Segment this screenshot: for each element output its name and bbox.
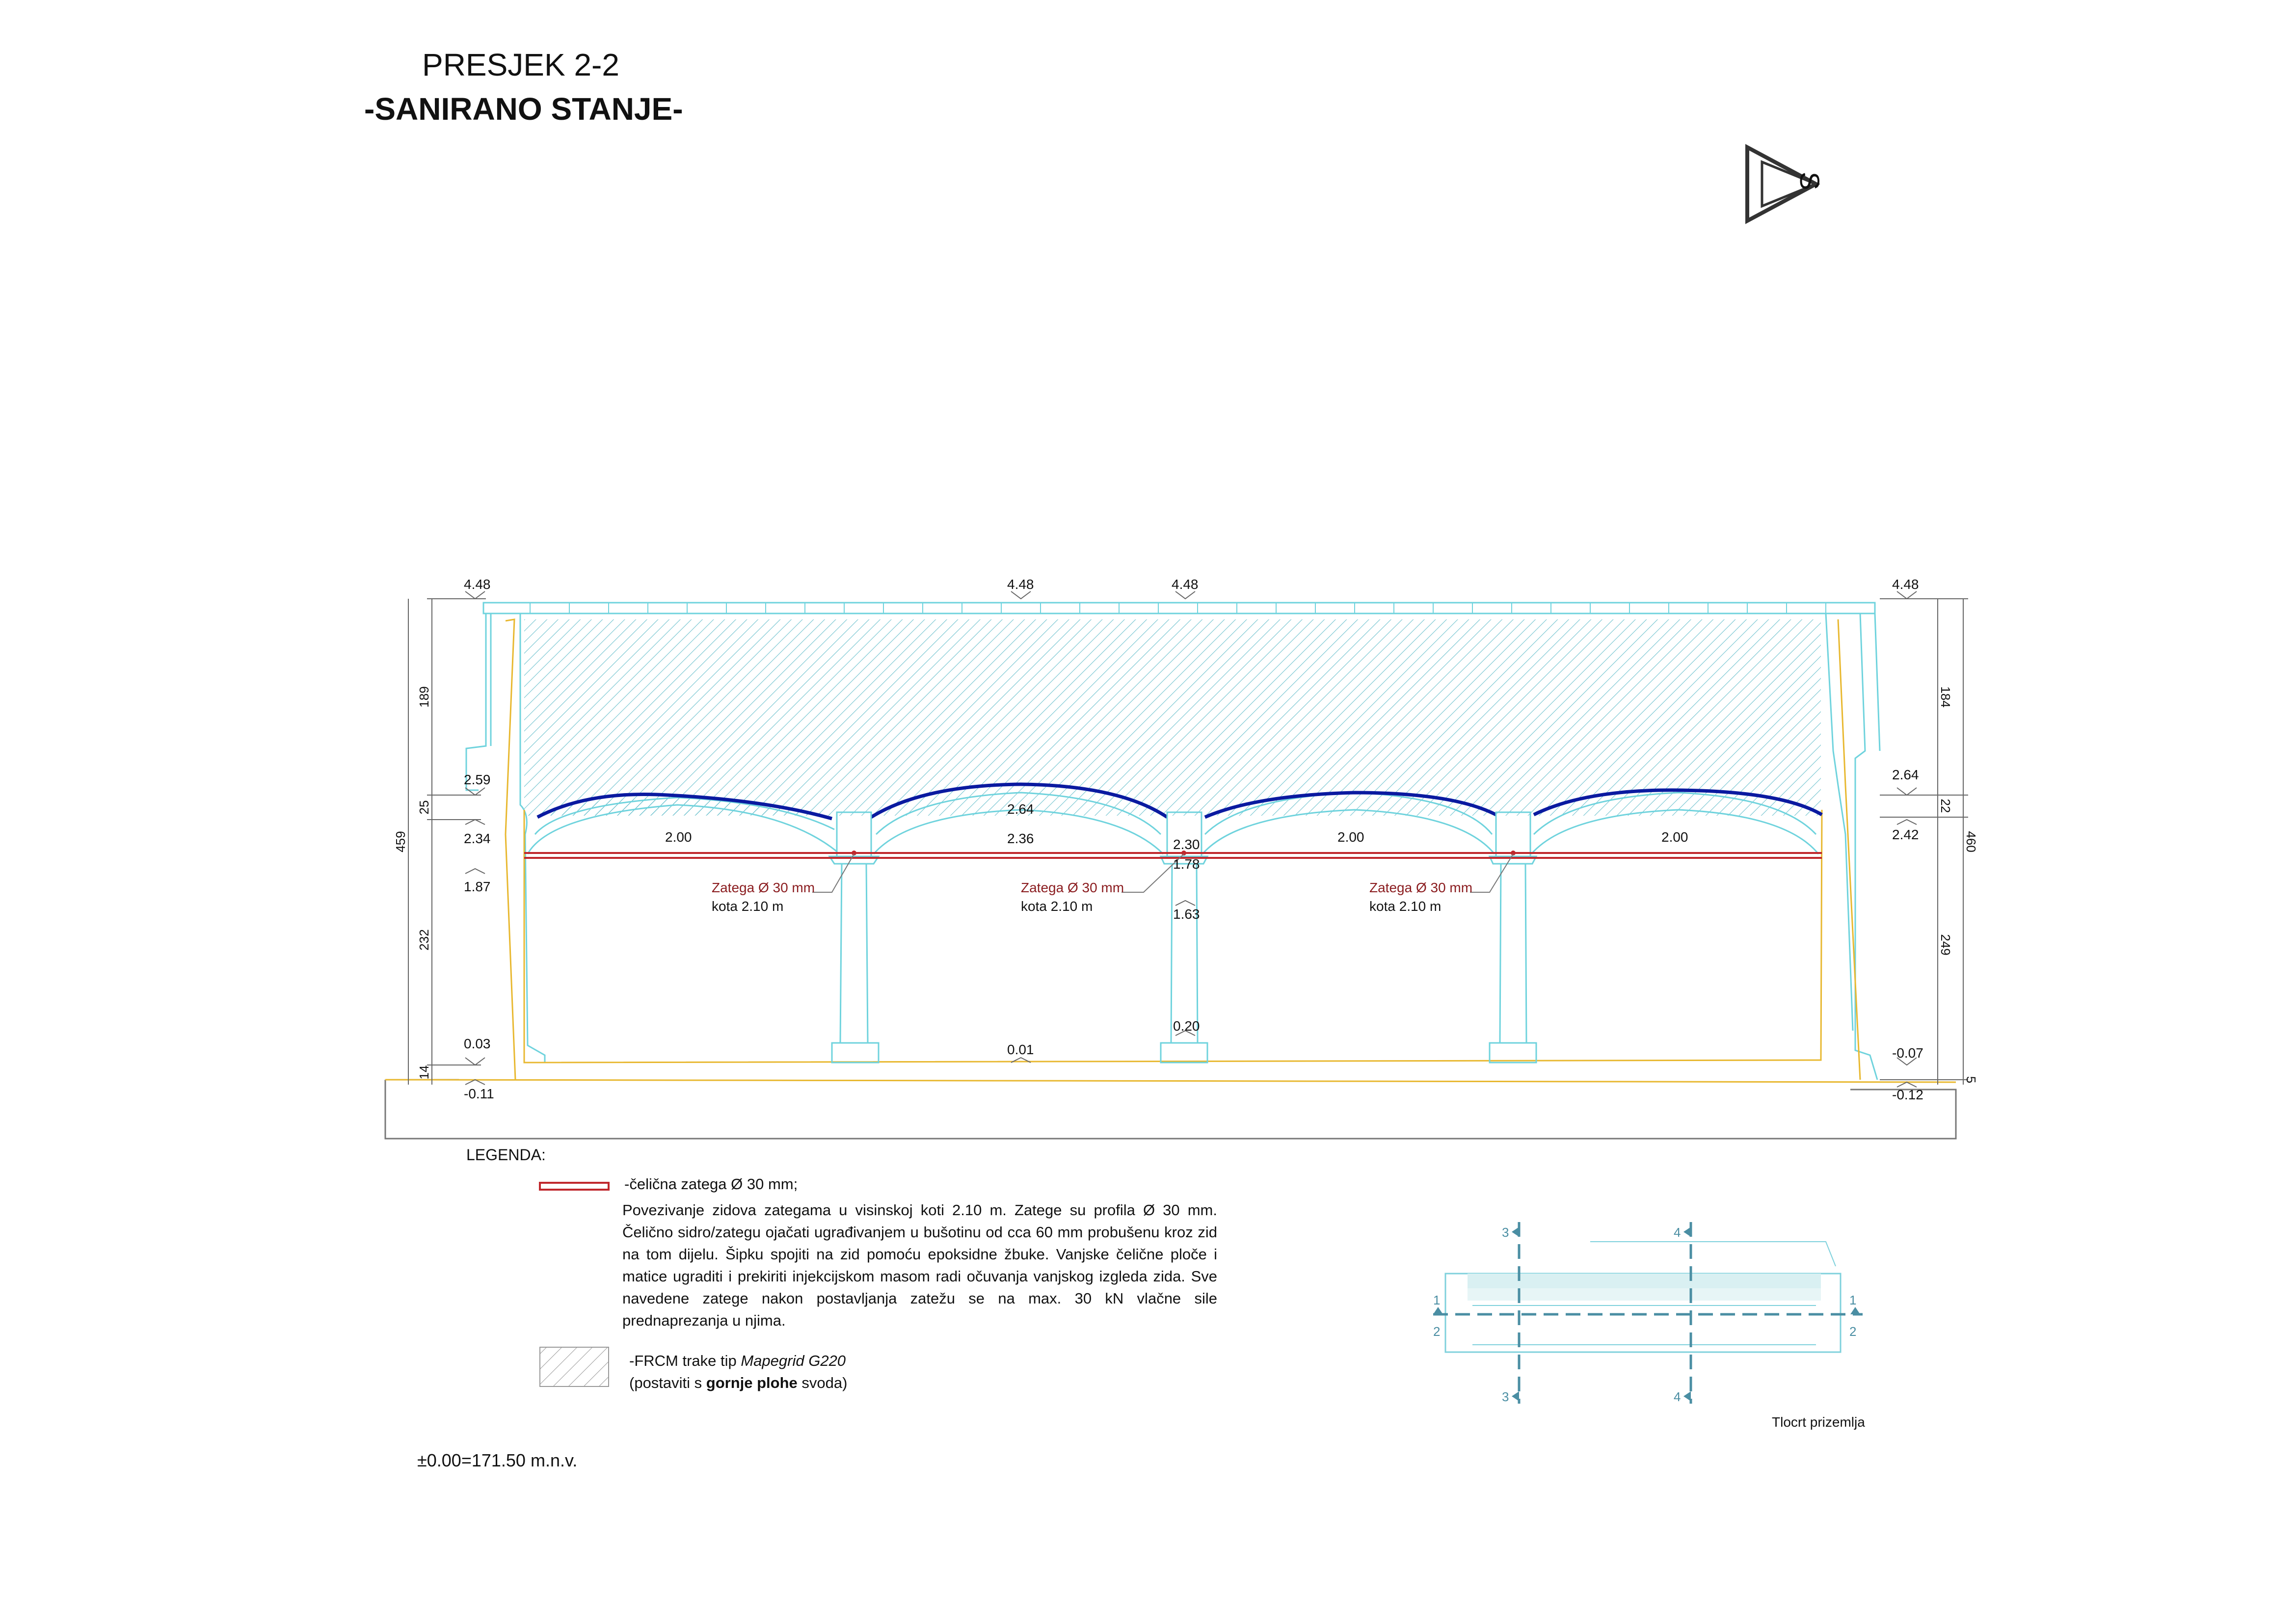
- key-plan-s3-bottom: 3: [1502, 1389, 1509, 1404]
- left-wall-outline: [506, 619, 515, 1080]
- elev-mid-264: 2.64: [1007, 801, 1034, 817]
- span-3: 2.00: [1337, 829, 1364, 845]
- right-wall: [1826, 613, 1880, 1080]
- reference-level: ±0.00=171.50 m.n.v.: [417, 1450, 578, 1470]
- dim-left-232: 232: [417, 929, 431, 951]
- north-label: S: [1794, 172, 1825, 190]
- elev-pier-163: 1.63: [1173, 906, 1200, 922]
- dim-right-total: 460: [1964, 831, 1978, 852]
- column-3: [1490, 812, 1536, 1063]
- key-plan: [1433, 1222, 1863, 1404]
- dim-right-249: 249: [1938, 934, 1953, 956]
- legend-frcm-note-bold: gornje plohe: [706, 1374, 798, 1391]
- column-1: [829, 812, 879, 1063]
- legend-frcm-product: Mapegrid G220: [741, 1352, 846, 1369]
- tie-rod-legend-swatch: [540, 1183, 609, 1190]
- frcm-legend-swatch: [540, 1347, 609, 1386]
- elev-pier-178: 1.78: [1173, 856, 1200, 872]
- legend-tie-rod-description: Povezivanje zidova zategama u visinskoj koti 2.10 m. Zatege su profila Ø 30 mm. Čelično sidro/zategu ojačati ugrađivanjem u bušotinu od cca 60 mm probušenu kroz zid na tom dijelu. Šipku spojiti na zid pomoću epoksidne žbuke. Vanjske čelične ploče i matice ugraditi i prekiriti injekcijskom masom radi očuvanja vanjskog izgleda zida. Sve navedene zatege nakon postavljanja zatežu se na max. 30 kN vlačne sile prednaprezanja u njima.: [622, 1201, 1217, 1329]
- elev-top-mid2: 4.48: [1172, 577, 1199, 592]
- span-1: 2.00: [665, 829, 692, 845]
- dim-left-25: 25: [417, 800, 431, 815]
- tie-level-2: kota 2.10 m: [1021, 899, 1093, 914]
- right-wall-outline: [1838, 619, 1860, 1080]
- elev-top-left: 4.48: [464, 577, 491, 592]
- key-plan-s2-left: 2: [1433, 1324, 1441, 1339]
- dim-left-189: 189: [417, 686, 431, 708]
- legend-frcm-note-close: svoda): [797, 1374, 848, 1391]
- tie-level-1: kota 2.10 m: [712, 899, 784, 914]
- elev-left-m011: -0.11: [464, 1086, 494, 1101]
- elev-pier-020: 0.20: [1173, 1018, 1200, 1034]
- legend-tie-rod-label: -čelična zatega Ø 30 mm;: [624, 1175, 798, 1193]
- legend-frcm-prefix: -FRCM trake tip: [629, 1352, 741, 1369]
- key-plan-s1-left: 1: [1433, 1293, 1441, 1307]
- dim-right-184: 184: [1938, 686, 1953, 708]
- elev-left-003: 0.03: [464, 1036, 491, 1051]
- tie-label-1: Zatega Ø 30 mm: [712, 880, 815, 895]
- elev-right-m012: -0.12: [1892, 1087, 1923, 1102]
- legend-title: LEGENDA:: [466, 1146, 546, 1164]
- elev-top-right: 4.48: [1892, 577, 1919, 592]
- elev-mid-001: 0.01: [1007, 1042, 1034, 1057]
- drawing-title: PRESJEK 2-2: [422, 47, 619, 82]
- key-plan-s2-right: 2: [1849, 1324, 1857, 1339]
- elev-right-m007: -0.07: [1892, 1045, 1923, 1061]
- elev-left-187: 1.87: [464, 879, 491, 894]
- key-plan-s4-top: 4: [1674, 1225, 1681, 1240]
- dim-right-5: 5: [1964, 1076, 1978, 1084]
- tie-label-2: Zatega Ø 30 mm: [1021, 880, 1124, 895]
- dim-left-total: 459: [393, 831, 408, 852]
- dim-left-14: 14: [417, 1065, 431, 1080]
- tie-label-3: Zatega Ø 30 mm: [1369, 880, 1473, 895]
- elev-pier-230: 2.30: [1173, 837, 1200, 852]
- elev-right-242: 2.42: [1892, 827, 1919, 842]
- roof-slab: [483, 603, 1875, 613]
- elev-left-234: 2.34: [464, 831, 491, 846]
- key-plan-s1-right: 1: [1849, 1293, 1857, 1307]
- frcm-hatch-area: [524, 619, 1821, 816]
- floor-outline: [385, 1080, 1956, 1082]
- tie-level-3: kota 2.10 m: [1369, 899, 1442, 914]
- ground-base: [385, 1080, 1956, 1139]
- key-plan-caption: Tlocrt prizemlja: [1772, 1414, 1865, 1430]
- key-plan-s4-bottom: 4: [1674, 1389, 1681, 1404]
- span-4: 2.00: [1661, 829, 1688, 845]
- legend-frcm: [629, 1350, 847, 1394]
- elev-right-264: 2.64: [1892, 767, 1919, 782]
- legend-frcm-note-open: (postaviti s: [629, 1374, 706, 1391]
- elev-mid-236: 2.36: [1007, 831, 1034, 846]
- key-plan-s3-top: 3: [1502, 1225, 1509, 1240]
- elev-left-259: 2.59: [464, 772, 491, 787]
- elev-top-mid1: 4.48: [1007, 577, 1034, 592]
- drawing-subtitle: -SANIRANO STANJE-: [364, 91, 683, 127]
- dim-right-22: 22: [1938, 799, 1953, 813]
